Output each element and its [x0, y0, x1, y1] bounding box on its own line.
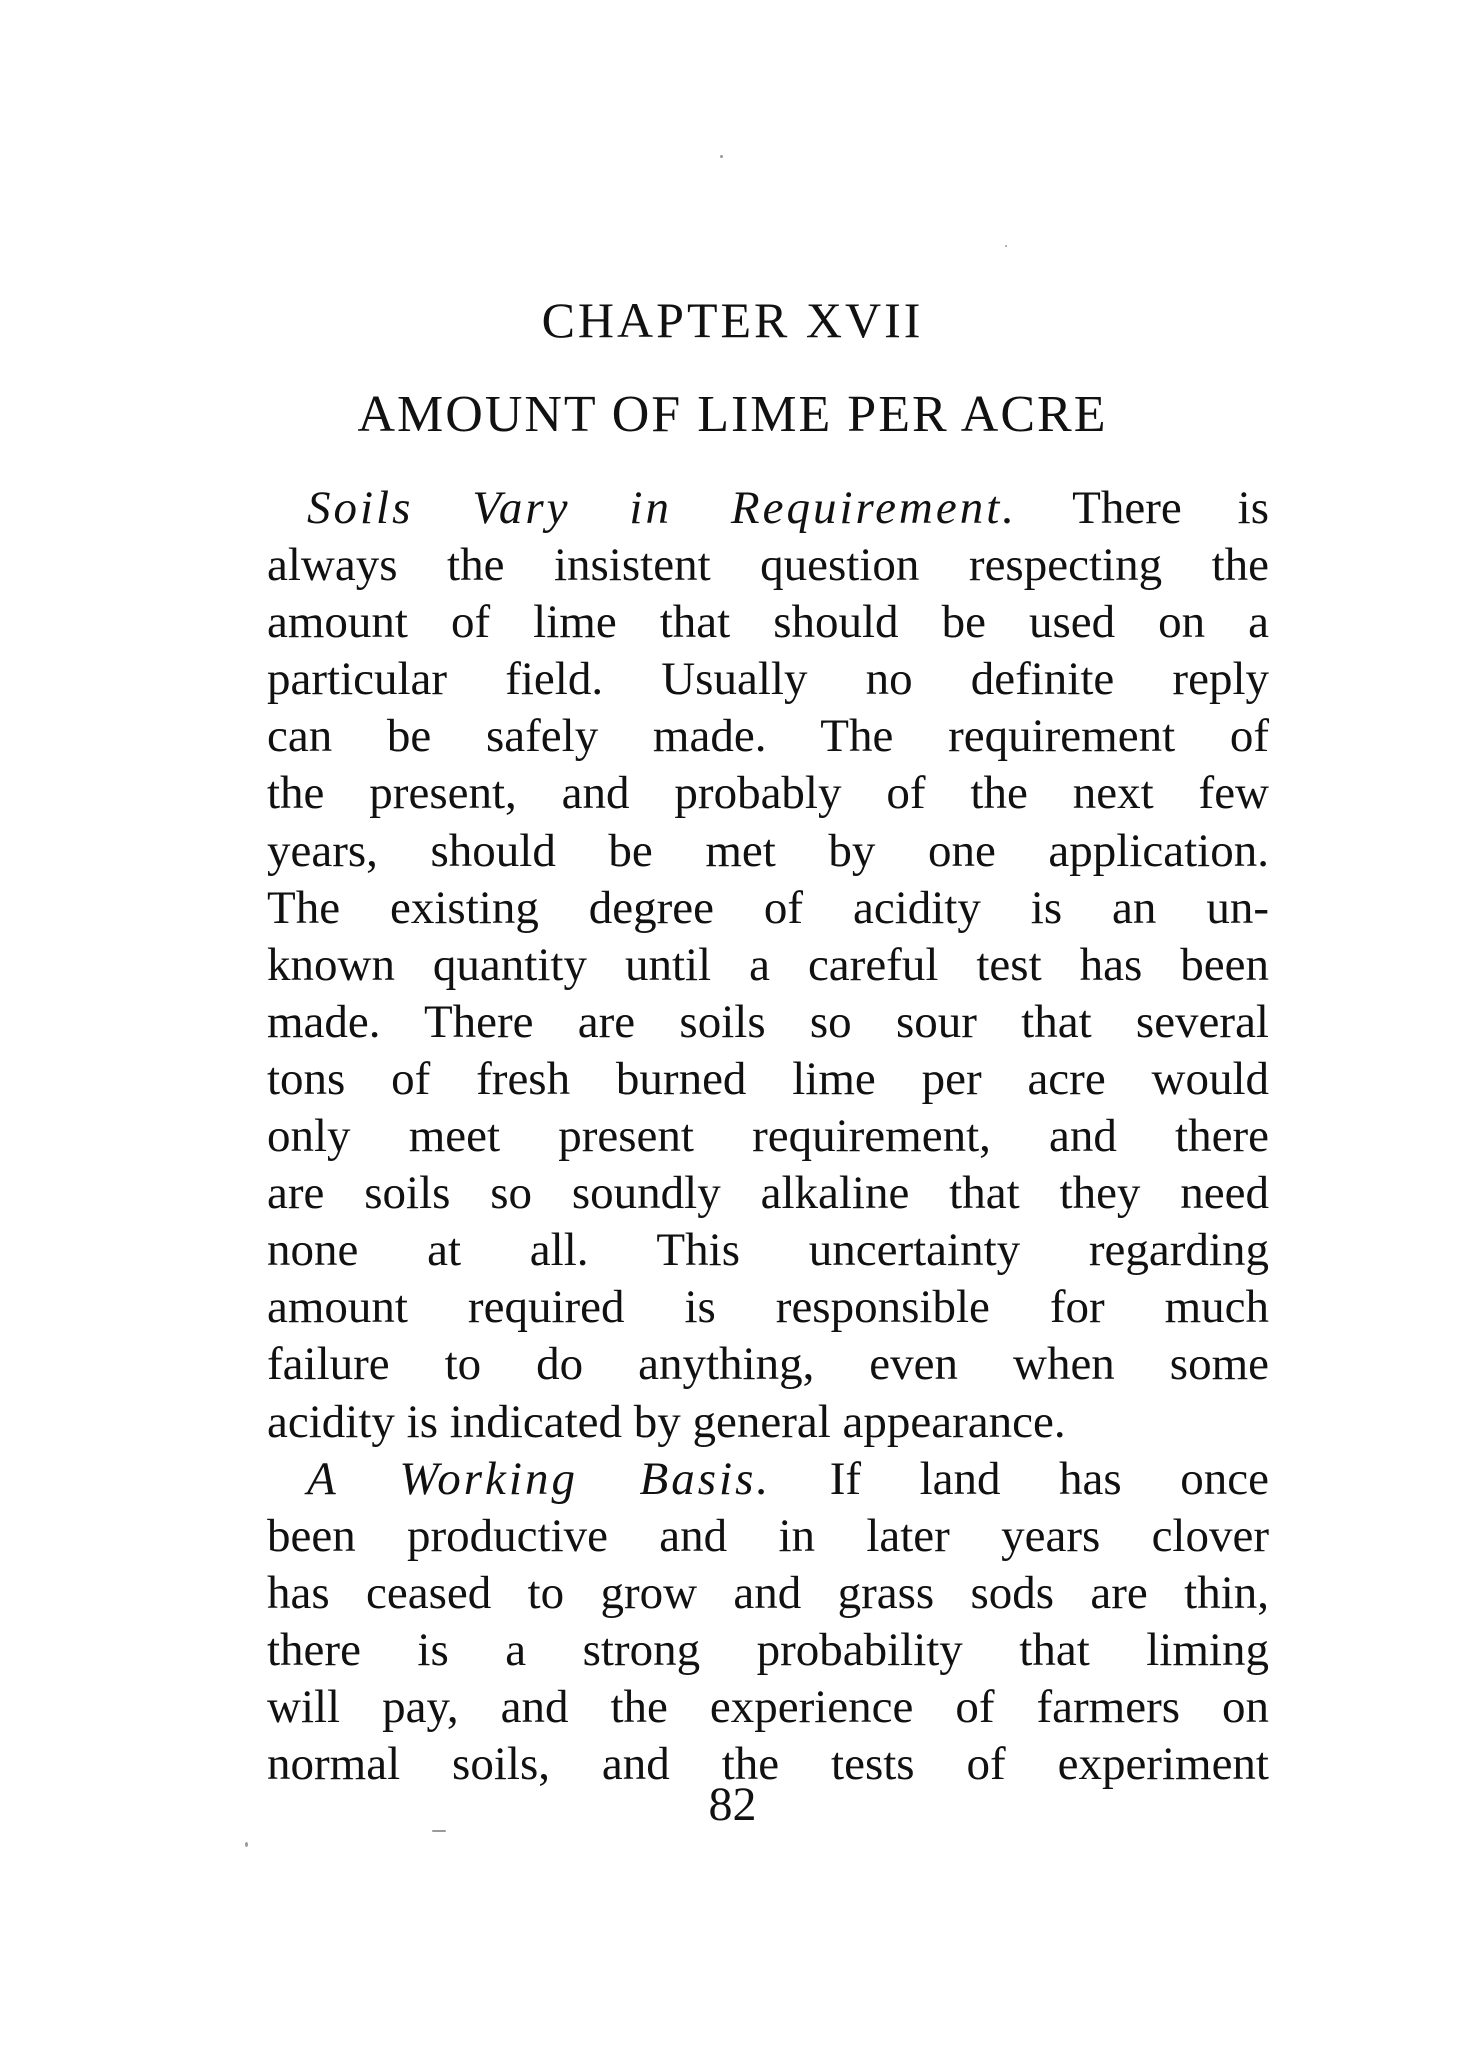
text-line: only meet present requirement, and there	[267, 1110, 1269, 1163]
page-number: 82	[708, 1778, 757, 1831]
paragraph-2-line-1	[267, 1451, 1269, 1508]
text-line: the present, and probably of the next few	[267, 767, 1269, 820]
text-line: If land has once	[771, 1452, 1269, 1505]
paragraph-1-line-1	[267, 480, 1269, 537]
text-line: normal soils, and the tests of experiment	[267, 1738, 1269, 1791]
scan-speck	[720, 155, 723, 158]
text-line: has ceased to grow and grass sods are thin,	[267, 1566, 1269, 1619]
text-line: are soils so soundly alkaline that they need	[267, 1167, 1269, 1220]
text-line: known quantity until a careful test has been	[267, 938, 1269, 991]
scan-speck	[432, 1830, 446, 1832]
chapter-number: CHAPTER XVII	[541, 292, 924, 348]
scan-speck	[1005, 245, 1007, 247]
text-line: years, should be met by one application.	[267, 824, 1269, 877]
run-in-heading: A Working Basis.	[307, 1452, 772, 1505]
run-in-heading: Soils Vary in Requirement.	[307, 482, 1018, 534]
text-line: particular field. Usually no definite reply	[267, 653, 1269, 706]
text-line: amount required is responsible for much	[267, 1281, 1269, 1334]
text-line: failure to do anything, even when some	[267, 1338, 1269, 1391]
text-line: can be safely made. The requirement of	[267, 710, 1269, 763]
text-line: There is	[1017, 482, 1270, 534]
text-line: none at all. This uncertainty regarding	[267, 1224, 1269, 1277]
text-line: been productive and in later years clover	[267, 1509, 1269, 1562]
text-line: The existing degree of acidity is an un-	[267, 881, 1269, 934]
text-line: acidity is indicated by general appearance.	[267, 1395, 1066, 1448]
text-line: made. There are soils so sour that several	[267, 995, 1269, 1048]
scan-speck	[245, 1842, 248, 1847]
text-line: will pay, and the experience of farmers on	[267, 1680, 1269, 1733]
text-line: there is a strong probability that liming	[267, 1623, 1269, 1676]
chapter-title: AMOUNT OF LIME PER ACRE	[357, 386, 1108, 443]
body-text	[267, 480, 1269, 1793]
text-line: tons of fresh burned lime per acre would	[267, 1052, 1269, 1105]
text-line: amount of lime that should be used on a	[267, 596, 1269, 649]
text-line: always the insistent question respecting the	[267, 539, 1269, 592]
